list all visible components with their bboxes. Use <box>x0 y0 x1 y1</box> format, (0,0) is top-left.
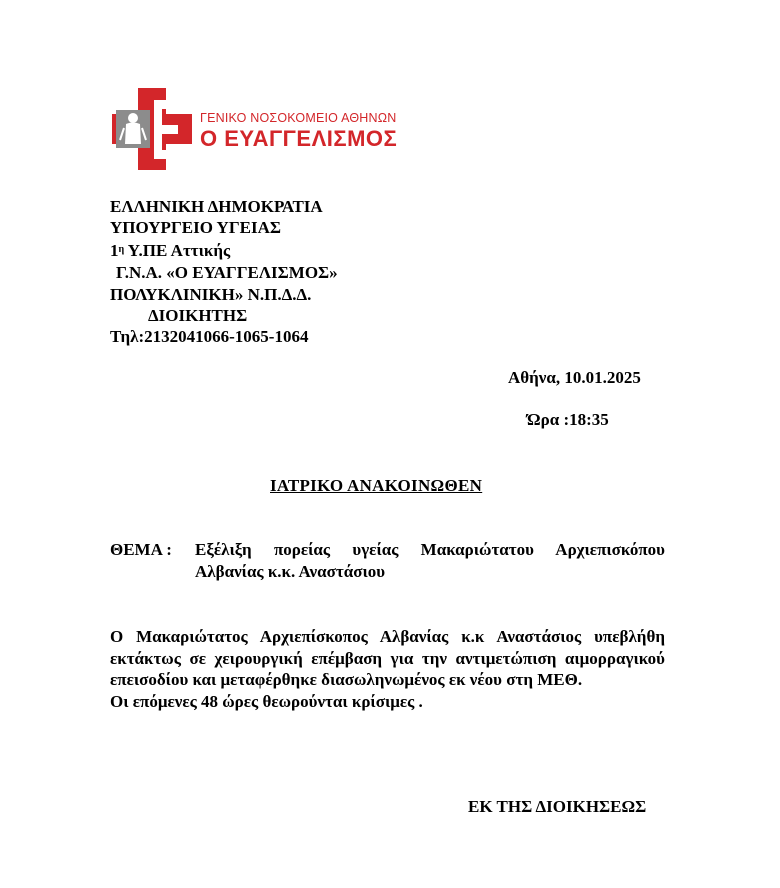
logo-name: Ο ΕΥΑΓΓΕΛΙΣΜΟΣ <box>200 126 398 151</box>
announcement-body <box>110 626 665 712</box>
signoff: ΕΚ ΤΗΣ ΔΙΟΙΚΗΣΕΩΣ <box>468 797 647 816</box>
header-health-region <box>110 240 230 262</box>
logo-subtitle: ΓΕΝΙΚΟ ΝΟΣΟΚΟΜΕΙΟ ΑΘΗΝΩΝ <box>200 111 397 125</box>
header-region-ordinal: η <box>118 244 125 255</box>
header-ministry: ΥΠΟΥΡΓΕΙΟ ΥΓΕΙΑΣ <box>110 218 281 237</box>
header-polyclinic: ΠΟΛΥΚΛΙΝΙΚΗ» Ν.Π.Δ.Δ. <box>110 285 312 304</box>
header-hospital: Γ.Ν.Α. «Ο ΕΥΑΓΓΕΛΙΣΜΟΣ» <box>116 263 338 282</box>
subject-line-1: Εξέλιξη πορείας υγείας Μακαριώτατου Αρχιεπισκόπου <box>195 540 665 559</box>
subject-label: ΘΕΜΑ : <box>110 540 172 559</box>
document-title: ΙΑΤΡΙΚΟ ΑΝΑΚΟΙΝΩΘΕΝ <box>270 476 483 495</box>
announcement-paragraph: Ο Μακαριώτατος Αρχιεπίσκοπος Αλβανίας κ.κ Αναστάσιος υπεβλήθη εκτάκτως σε χειρουργική επέμβαση για την αντιμετώπιση αιμορραγικού επεισοδίου και μεταφέρθηκε διασωληνωμένος εκ νέου στη ΜΕΘ. <box>110 627 665 689</box>
header-region-number: 1 <box>110 241 119 260</box>
header-director: ΔΙΟΙΚΗΤΗΣ <box>148 306 248 325</box>
time-line: Ώρα :18:35 <box>527 410 609 429</box>
date-line: Αθήνα, 10.01.2025 <box>508 368 641 387</box>
subject-line-2: Αλβανίας κ.κ. Αναστάσιου <box>195 562 386 581</box>
header-republic: ΕΛΛΗΝΙΚΗ ΔΗΜΟΚΡΑΤΙΑ <box>110 197 323 216</box>
header-region-name: Υ.ΠΕ Αττικής <box>124 241 231 260</box>
header-phone: Τηλ:2132041066-1065-1064 <box>110 327 309 346</box>
announcement-critical-note: Οι επόμενες 48 ώρες θεωρούνται κρίσιμες . <box>110 691 423 711</box>
